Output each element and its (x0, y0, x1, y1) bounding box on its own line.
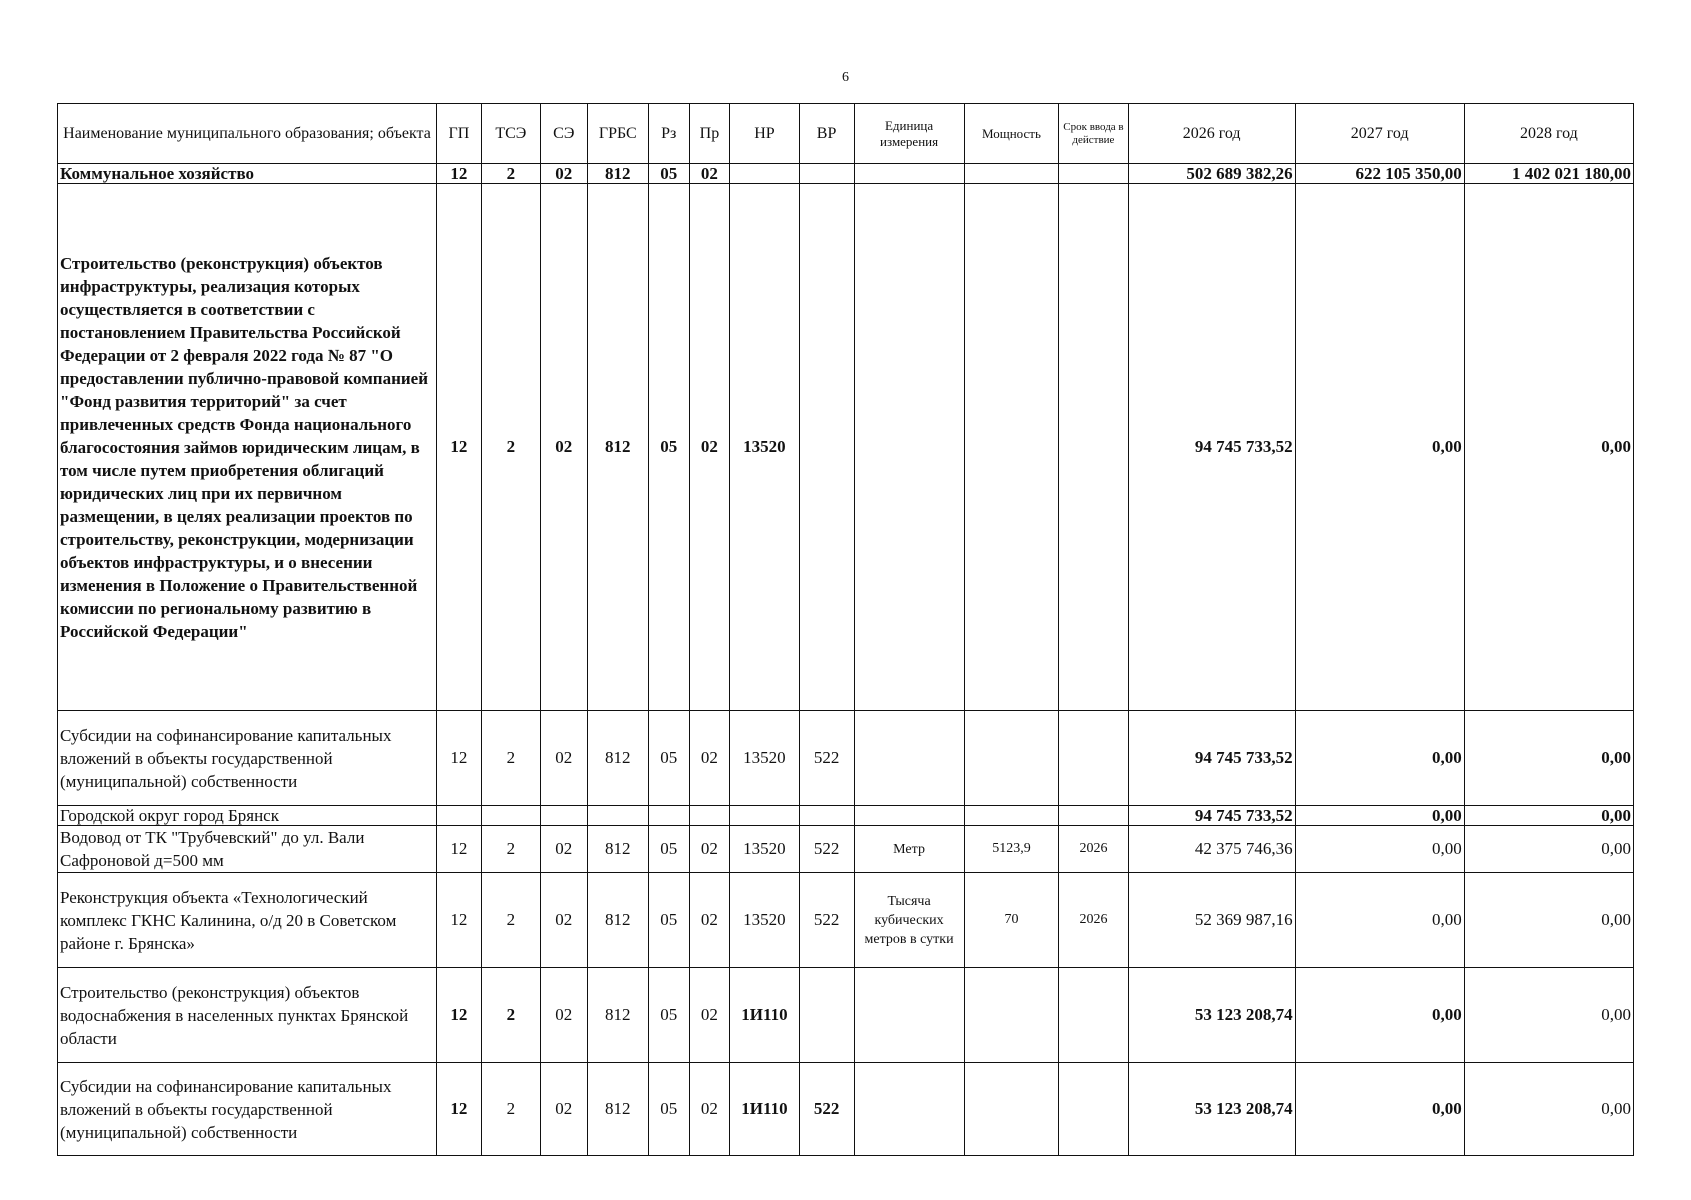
row-grbs: 812 (587, 711, 648, 806)
row-name: Строительство (реконструкция) объектов водоснабжения в населенных пунктах Брянской области (58, 968, 437, 1063)
row-name: Водовод от ТК "Трубчевский" до ул. Вали Сафроновой д=500 мм (58, 826, 437, 873)
row-name: Коммунальное хозяйство (58, 164, 437, 184)
row-pr: 02 (689, 1063, 730, 1156)
row-se: 02 (540, 826, 587, 873)
row-2027: 0,00 (1295, 968, 1464, 1063)
row-2026: 53 123 208,74 (1128, 1063, 1295, 1156)
header-name: Наименование муниципального образования; объекта (58, 104, 437, 164)
row-rz: 05 (648, 184, 689, 711)
header-row (58, 104, 1634, 164)
table-row (58, 826, 1634, 873)
row-2028: 0,00 (1464, 826, 1633, 873)
row-name: Строительство (реконструкция) объектов инфраструктуры, реализация которых осуществляется в соответствии с постановлением Правительства Российской Федерации от 2 февраля 2022 года № 87 "О предоставлении публично-правовой компанией "Фонд развития территорий" за счет привлеченных средств Фонда национального благосостояния займов юридическим лицам, в том числе путем приобретения облигаций юридических лиц при их первичном размещении, в целях реализации проектов по строительству, реконструкции, модернизации объектов инфраструктуры, и о внесении изменения в Положение о Правительственной комиссии по региональному развитию в Российской Федерации" (58, 184, 437, 711)
row-power: 5123,9 (964, 826, 1059, 873)
header-vr: ВР (799, 104, 854, 164)
row-rz: 05 (648, 968, 689, 1063)
row-unit (854, 711, 964, 806)
row-rz: 05 (648, 164, 689, 184)
row-power (964, 184, 1059, 711)
row-vr: 522 (799, 873, 854, 968)
row-pr: 02 (689, 826, 730, 873)
row-name: Субсидии на софинансирование капитальных вложений в объекты государственной (муниципальной) собственности (58, 1063, 437, 1156)
row-power (964, 1063, 1059, 1156)
row-unit (854, 968, 964, 1063)
row-2027: 0,00 (1295, 1063, 1464, 1156)
row-se: 02 (540, 184, 587, 711)
row-tse: 2 (481, 826, 540, 873)
row-tse: 2 (481, 164, 540, 184)
page-number: 6 (842, 70, 849, 85)
row-se: 02 (540, 968, 587, 1063)
row-tse: 2 (481, 873, 540, 968)
row-unit (854, 164, 964, 184)
row-2027: 0,00 (1295, 873, 1464, 968)
row-se: 02 (540, 1063, 587, 1156)
table-row (58, 873, 1634, 968)
header-power: Мощность (964, 104, 1059, 164)
row-se (540, 806, 587, 826)
row-se: 02 (540, 164, 587, 184)
row-2026: 502 689 382,26 (1128, 164, 1295, 184)
row-term (1059, 711, 1128, 806)
row-pr: 02 (689, 968, 730, 1063)
row-power: 70 (964, 873, 1059, 968)
row-2027: 0,00 (1295, 184, 1464, 711)
row-2027: 622 105 350,00 (1295, 164, 1464, 184)
row-term: 2026 (1059, 826, 1128, 873)
row-grbs: 812 (587, 873, 648, 968)
row-nr: 13520 (730, 711, 799, 806)
row-2026: 94 745 733,52 (1128, 806, 1295, 826)
row-2028: 0,00 (1464, 806, 1633, 826)
row-2027: 0,00 (1295, 806, 1464, 826)
row-tse: 2 (481, 1063, 540, 1156)
row-unit (854, 184, 964, 711)
row-term: 2026 (1059, 873, 1128, 968)
row-pr: 02 (689, 164, 730, 184)
row-2027: 0,00 (1295, 711, 1464, 806)
row-2027: 0,00 (1295, 826, 1464, 873)
row-nr: 13520 (730, 184, 799, 711)
row-2026: 52 369 987,16 (1128, 873, 1295, 968)
row-vr (799, 806, 854, 826)
row-name: Реконструкция объекта «Технологический комплекс ГКНС Калинина, о/д 20 в Советском районе г. Брянска» (58, 873, 437, 968)
header-se: СЭ (540, 104, 587, 164)
row-grbs: 812 (587, 164, 648, 184)
row-power (964, 711, 1059, 806)
row-grbs (587, 806, 648, 826)
row-term (1059, 806, 1128, 826)
row-grbs: 812 (587, 968, 648, 1063)
row-gp: 12 (436, 711, 481, 806)
header-term: Срок ввода в действие (1059, 104, 1128, 164)
header-2026: 2026 год (1128, 104, 1295, 164)
row-term (1059, 968, 1128, 1063)
table-row (58, 711, 1634, 806)
row-grbs: 812 (587, 184, 648, 711)
row-2026: 94 745 733,52 (1128, 711, 1295, 806)
header-tse: ТСЭ (481, 104, 540, 164)
row-2028: 0,00 (1464, 1063, 1633, 1156)
row-gp (436, 806, 481, 826)
row-gp: 12 (436, 164, 481, 184)
row-pr: 02 (689, 873, 730, 968)
header-2027: 2027 год (1295, 104, 1464, 164)
row-se: 02 (540, 711, 587, 806)
row-pr: 02 (689, 711, 730, 806)
table-row (58, 164, 1634, 184)
row-vr: 522 (799, 826, 854, 873)
header-grbs: ГРБС (587, 104, 648, 164)
row-unit: Метр (854, 826, 964, 873)
row-term (1059, 1063, 1128, 1156)
row-name: Городской округ город Брянск (58, 806, 437, 826)
row-unit (854, 1063, 964, 1156)
row-vr (799, 184, 854, 711)
row-2028: 0,00 (1464, 968, 1633, 1063)
row-nr (730, 806, 799, 826)
row-gp: 12 (436, 826, 481, 873)
row-name: Субсидии на софинансирование капитальных вложений в объекты государственной (муниципальной) собственности (58, 711, 437, 806)
row-vr: 522 (799, 1063, 854, 1156)
row-se: 02 (540, 873, 587, 968)
row-nr: 13520 (730, 826, 799, 873)
row-vr (799, 164, 854, 184)
row-vr: 522 (799, 711, 854, 806)
row-grbs: 812 (587, 826, 648, 873)
header-unit: Единица измерения (854, 104, 964, 164)
row-tse: 2 (481, 184, 540, 711)
row-tse: 2 (481, 968, 540, 1063)
row-rz: 05 (648, 1063, 689, 1156)
row-pr: 02 (689, 184, 730, 711)
row-rz (648, 806, 689, 826)
header-nr: НР (730, 104, 799, 164)
row-power (964, 164, 1059, 184)
row-power (964, 806, 1059, 826)
row-term (1059, 164, 1128, 184)
row-rz: 05 (648, 711, 689, 806)
row-2026: 53 123 208,74 (1128, 968, 1295, 1063)
row-unit: Тысяча кубических метров в сутки (854, 873, 964, 968)
row-unit (854, 806, 964, 826)
header-2028: 2028 год (1464, 104, 1633, 164)
row-gp: 12 (436, 184, 481, 711)
row-tse: 2 (481, 711, 540, 806)
row-2028: 0,00 (1464, 184, 1633, 711)
row-gp: 12 (436, 1063, 481, 1156)
row-rz: 05 (648, 873, 689, 968)
row-gp: 12 (436, 873, 481, 968)
row-term (1059, 184, 1128, 711)
row-2028: 0,00 (1464, 711, 1633, 806)
row-tse (481, 806, 540, 826)
header-gp: ГП (436, 104, 481, 164)
row-grbs: 812 (587, 1063, 648, 1156)
header-rz: Рз (648, 104, 689, 164)
row-2028: 0,00 (1464, 873, 1633, 968)
row-nr: 1И110 (730, 1063, 799, 1156)
table-row (58, 184, 1634, 711)
row-2028: 1 402 021 180,00 (1464, 164, 1633, 184)
table-row (58, 1063, 1634, 1156)
header-pr: Пр (689, 104, 730, 164)
table-row (58, 806, 1634, 826)
row-rz: 05 (648, 826, 689, 873)
row-power (964, 968, 1059, 1063)
row-nr (730, 164, 799, 184)
row-2026: 42 375 746,36 (1128, 826, 1295, 873)
row-pr (689, 806, 730, 826)
row-gp: 12 (436, 968, 481, 1063)
row-2026: 94 745 733,52 (1128, 184, 1295, 711)
table-row (58, 968, 1634, 1063)
row-nr: 1И110 (730, 968, 799, 1063)
row-nr: 13520 (730, 873, 799, 968)
row-vr (799, 968, 854, 1063)
budget-table (57, 103, 1634, 1156)
